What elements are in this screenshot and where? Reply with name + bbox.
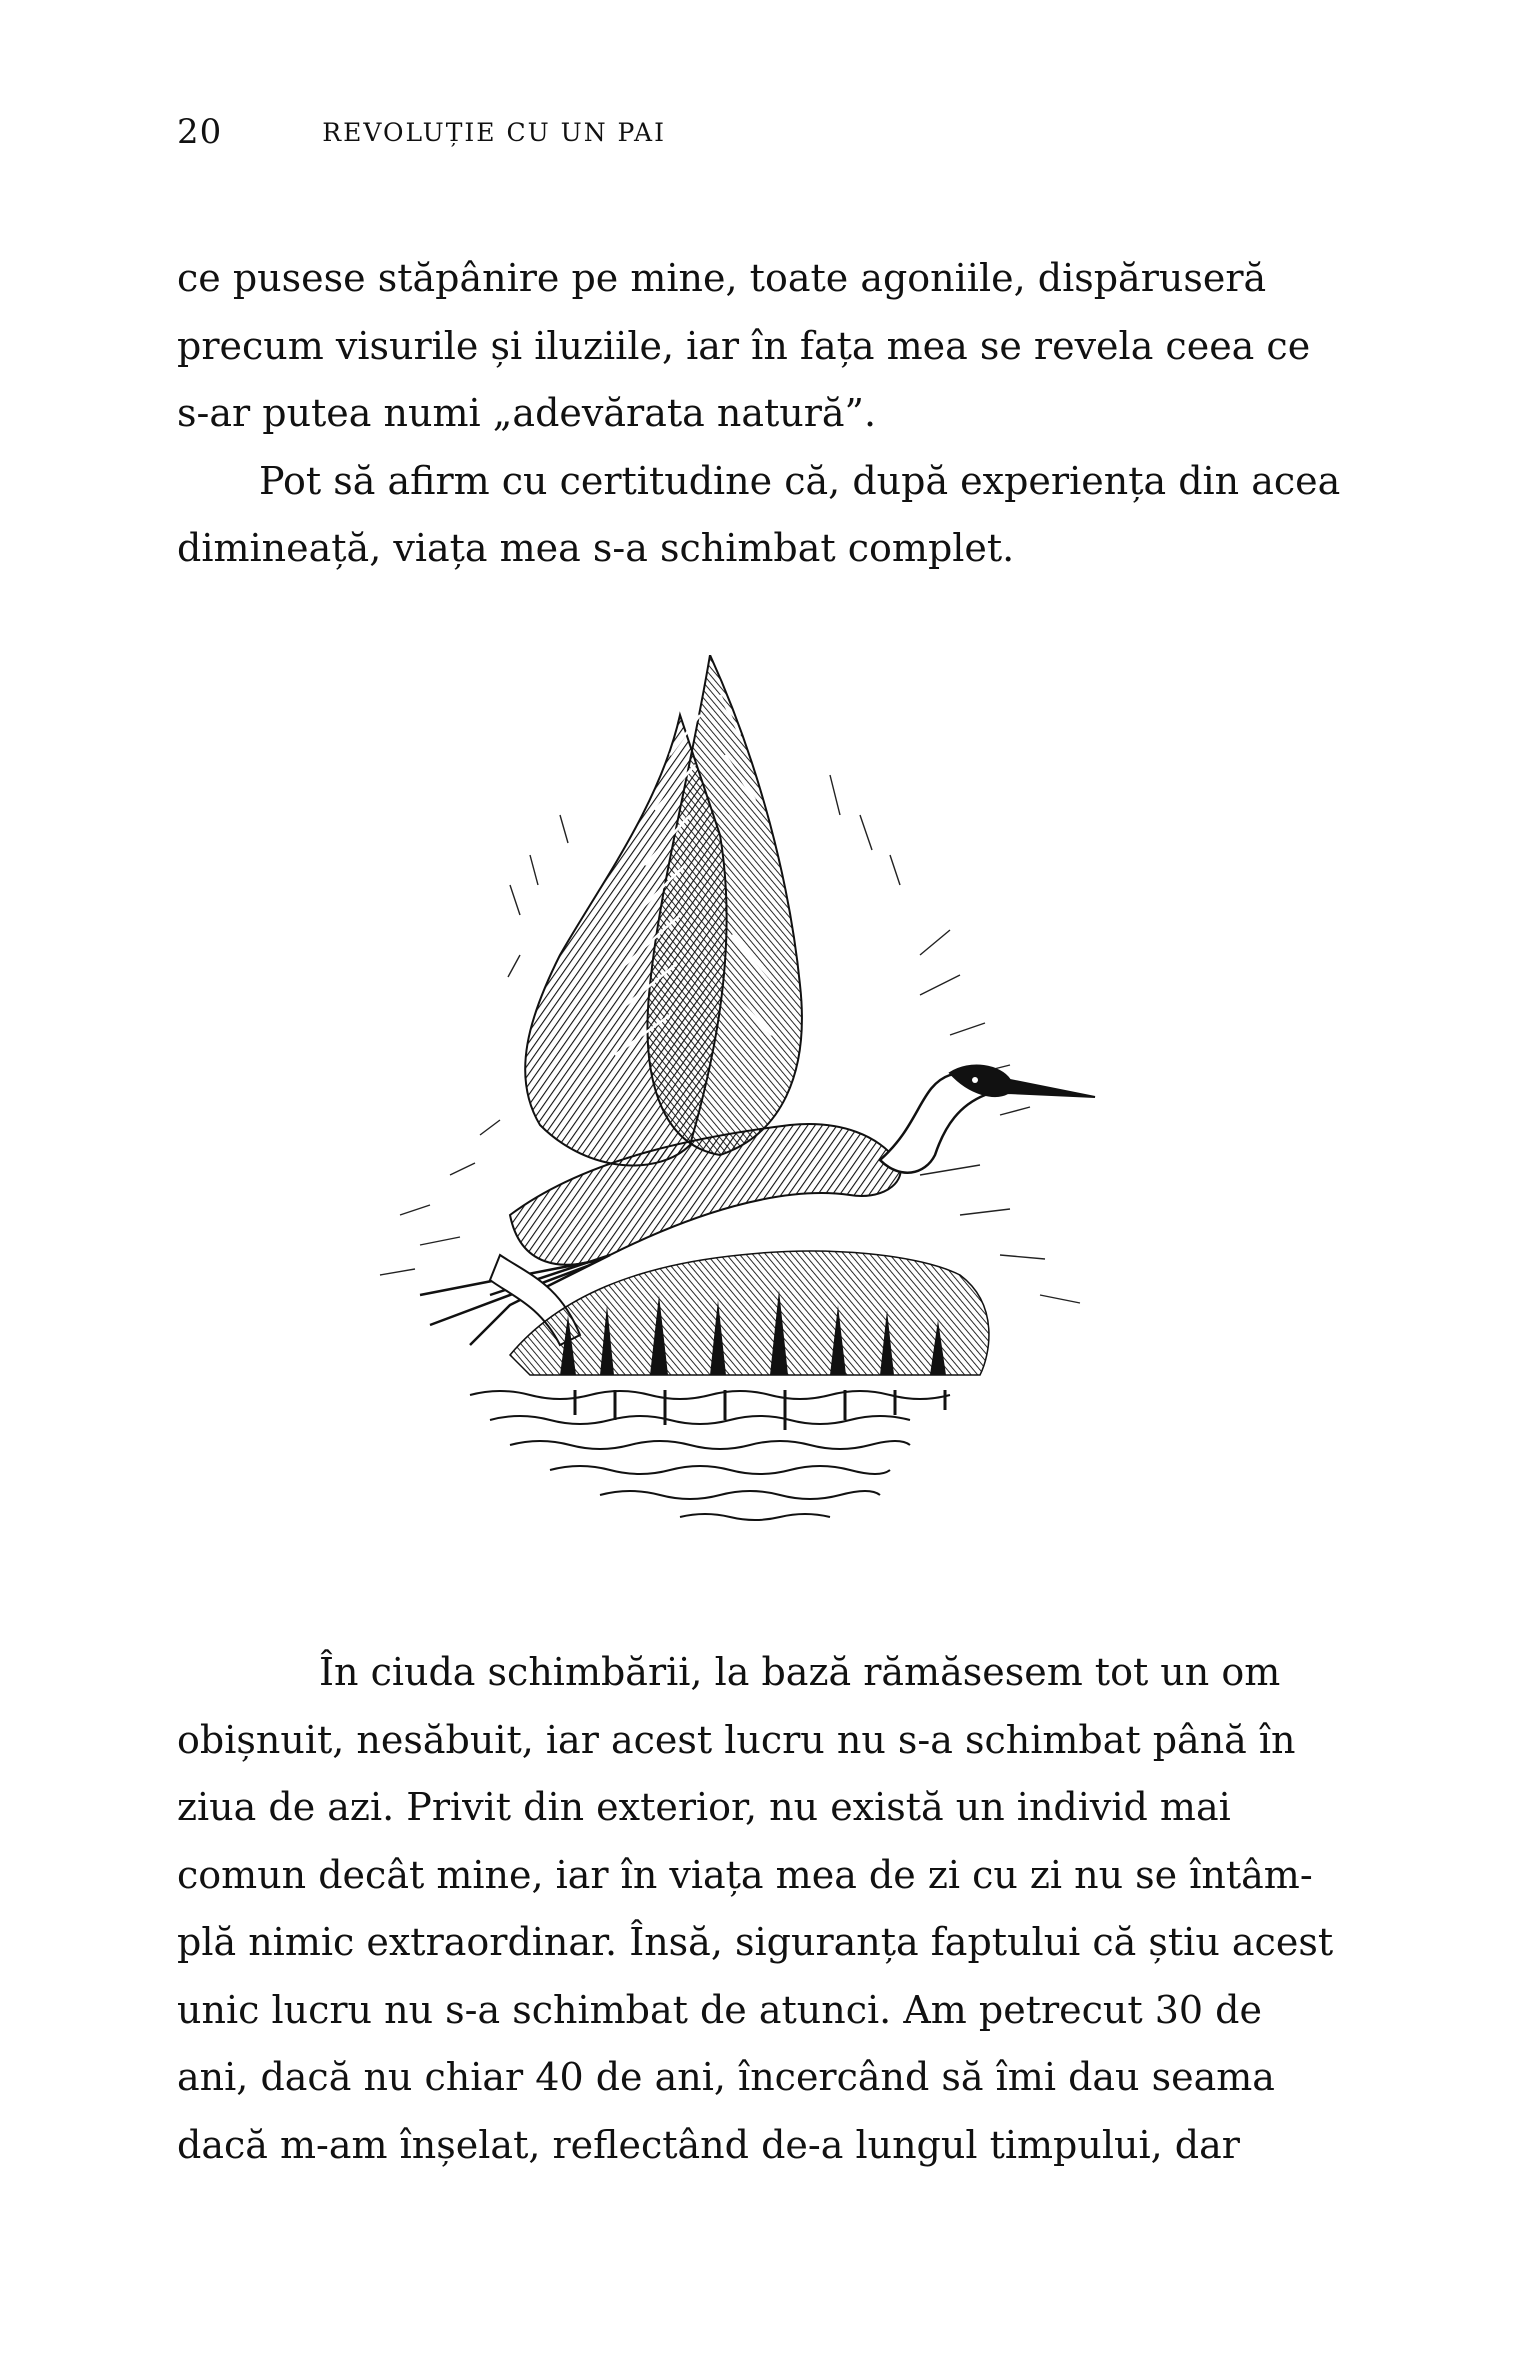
text-line: ce pusese stăpânire pe mine, toate agoniile, dispăruseră — [177, 256, 1267, 300]
text-line: plă nimic extraordinar. Însă, siguranța faptului că știu acest — [177, 1920, 1334, 1964]
text-line: precum visurile și iluziile, iar în fața mea se revela ceea ce — [177, 323, 1311, 368]
text-line: obișnuit, nesăbuit, iar acest lucru nu s-a schimbat până în — [177, 1717, 1296, 1762]
text-line: ziua de azi. Privit din exterior, nu există un individ mai — [177, 1785, 1231, 1829]
text-line: comun decât mine, iar în viața mea de zi cu zi nu se întâm- — [177, 1852, 1313, 1897]
page-number: 20 — [177, 112, 223, 152]
tree-reflections — [575, 1390, 945, 1430]
paragraph — [177, 1639, 1350, 2179]
paragraph-continued — [177, 245, 1350, 448]
text-line: dimineață, viața mea s-a schimbat complet. — [177, 526, 1015, 570]
text-line: s-ar putea numi „adevărata natură”. — [177, 391, 877, 435]
text-line: ani, dacă nu chiar 40 de ani, încercând să îmi dau seama — [177, 2055, 1275, 2099]
text-block-bottom — [177, 1639, 1350, 2179]
text-line: unic lucru nu s-a schimbat de atunci. Am petrecut 30 de — [177, 1987, 1262, 2032]
text-line: În ciuda schimbării, la bază rămăsesem tot un om — [319, 1650, 1281, 1694]
paragraph — [177, 448, 1350, 583]
text-block-top — [177, 245, 1350, 583]
text-line: Pot să afirm cu certitudine că, după experiența din acea — [259, 458, 1341, 503]
text-line: dacă m-am înșelat, reflectând de-a lungul timpului, dar — [177, 2122, 1240, 2167]
water-ripples — [470, 1391, 950, 1520]
running-header — [177, 112, 666, 152]
heron-in-flight-illustration — [360, 655, 1140, 1555]
heron-eye — [972, 1077, 978, 1083]
heron-wing-right — [648, 655, 802, 1155]
book-title: REVOLUȚIE CU UN PAI — [322, 117, 666, 147]
